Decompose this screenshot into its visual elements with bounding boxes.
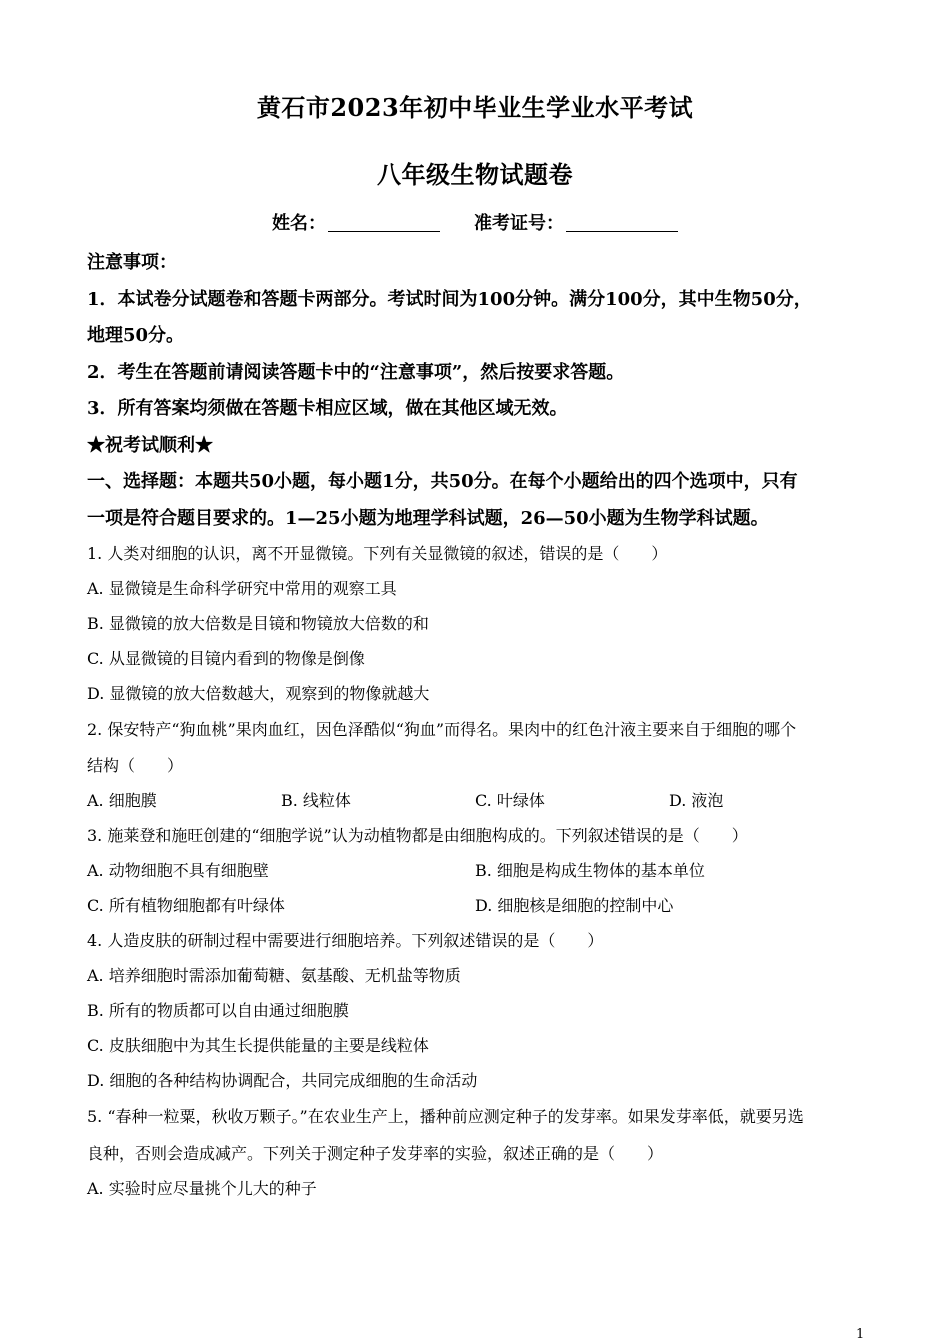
question-3-stem: 3. 施莱登和施旺创建的“细胞学说”认为动植物都是由细胞构成的。下列叙述错误的是（ ）	[87, 826, 748, 845]
name-label: 姓名：	[272, 213, 326, 234]
question-5-stem-line-2: 良种，否则会造成减产。下列关于测定种子发芽率的实验，叙述正确的是（ ）	[87, 1144, 664, 1163]
notes-item-1-line-2: 地理50分。	[87, 325, 185, 346]
question-3-option-b: B. 细胞是构成生物体的基本单位	[475, 861, 705, 880]
exam-number-blank	[566, 213, 678, 232]
question-1-option-c: C. 从显微镜的目镜内看到的物像是倒像	[87, 649, 365, 668]
question-2-option-b: B. 线粒体	[281, 791, 351, 810]
exam-subtitle: 八年级生物试题卷	[377, 160, 573, 189]
question-5-stem-line-1: 5. “春种一粒粟，秋收万颗子。”在农业生产上，播种前应测定种子的发芽率。如果发芽率低，就要另选	[87, 1107, 804, 1126]
question-3-option-d: D. 细胞核是细胞的控制中心	[475, 896, 674, 915]
section-1-instructions-line-1: 一、选择题：本题共50小题，每小题1分，共50分。在每个小题给出的四个选项中，只有	[87, 471, 798, 492]
question-2-option-d: D. 液泡	[669, 791, 724, 810]
notes-heading: 注意事项：	[87, 252, 177, 273]
question-4-option-b: B. 所有的物质都可以自由通过细胞膜	[87, 1001, 349, 1020]
name-blank	[328, 213, 440, 232]
question-2-option-a: A. 细胞膜	[87, 791, 157, 810]
section-1-instructions-line-2: 一项是符合题目要求的。1—25小题为地理学科试题，26—50小题为生物学科试题。	[87, 508, 769, 529]
notes-item-2: 2．考生在答题前请阅读答题卡中的“注意事项”，然后按要求答题。	[87, 362, 625, 383]
question-5-option-a: A. 实验时应尽量挑个儿大的种子	[87, 1179, 317, 1198]
question-1-option-b: B. 显微镜的放大倍数是目镜和物镜放大倍数的和	[87, 614, 429, 633]
question-1-option-a: A. 显微镜是生命科学研究中常用的观察工具	[87, 579, 397, 598]
exam-number-label: 准考证号：	[474, 213, 564, 234]
question-1-stem: 1. 人类对细胞的认识，离不开显微镜。下列有关显微镜的叙述，错误的是（ ）	[87, 544, 668, 563]
question-3-option-c: C. 所有植物细胞都有叶绿体	[87, 896, 285, 915]
question-3-option-a: A. 动物细胞不具有细胞壁	[87, 861, 269, 880]
question-4-option-c: C. 皮肤细胞中为其生长提供能量的主要是线粒体	[87, 1036, 429, 1055]
good-luck-wish: ★祝考试顺利★	[87, 435, 213, 456]
notes-item-3: 3．所有答案均须做在答题卡相应区域，做在其他区域无效。	[87, 398, 568, 419]
candidate-info-line	[0, 209, 950, 235]
question-1-option-d: D. 显微镜的放大倍数越大，观察到的物像就越大	[87, 684, 430, 703]
question-4-option-d: D. 细胞的各种结构协调配合，共同完成细胞的生命活动	[87, 1071, 478, 1090]
question-2-stem-line-1: 2. 保安特产“狗血桃”果肉血红，因色泽酷似“狗血”而得名。果肉中的红色汁液主要来自于细胞的哪个	[87, 720, 797, 739]
notes-item-1-line-1: 1．本试卷分试题卷和答题卡两部分。考试时间为100分钟。满分100分，其中生物50分，	[87, 289, 812, 310]
question-4-stem: 4. 人造皮肤的研制过程中需要进行细胞培养。下列叙述错误的是（ ）	[87, 931, 604, 950]
question-4-option-a: A. 培养细胞时需添加葡萄糖、氨基酸、无机盐等物质	[87, 966, 461, 985]
exam-title: 黄石市2023年初中毕业生学业水平考试	[256, 93, 694, 122]
question-2-stem-line-2: 结构（ ）	[87, 756, 184, 775]
question-2-option-c: C. 叶绿体	[475, 791, 545, 810]
page-number: 1	[856, 1327, 865, 1342]
